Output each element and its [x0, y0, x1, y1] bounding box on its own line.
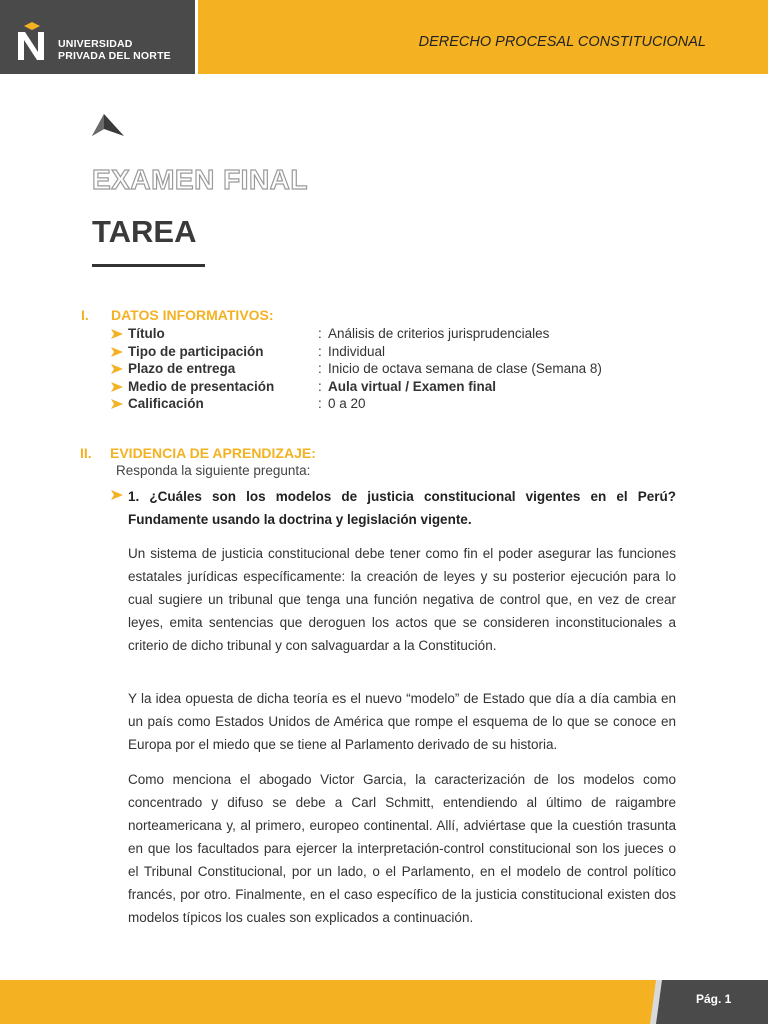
header-bar: [198, 0, 768, 74]
info-colon: :: [318, 361, 322, 376]
arrow-bullet-icon: [111, 329, 123, 339]
info-colon: :: [318, 344, 322, 359]
university-logo: [0, 0, 195, 74]
section-2-number: II.: [80, 445, 92, 461]
upn-logo-icon: [16, 20, 48, 62]
page-footer: [0, 980, 768, 1024]
arrow-bullet-icon: [111, 347, 123, 357]
info-colon: :: [318, 379, 322, 394]
title-underline: [92, 264, 205, 267]
info-value: Análisis de criterios jurisprudenciales: [328, 326, 550, 341]
info-value: Individual: [328, 344, 386, 359]
info-colon: :: [318, 396, 322, 411]
info-key: Calificación: [128, 396, 204, 411]
arrow-bullet-icon: [111, 490, 123, 500]
logo-line-1: UNIVERSIDAD: [58, 38, 133, 50]
answer-paragraph: Un sistema de justicia constitucional debe tener como fin el poder asegurar las funciones estatales jurídicas específicamente: la creación de leyes y su posterior ejecución para lo cual sugiere un tribunal que tenga una función negativa de control que, en vez de crear leyes, emita sentencias que deroguen los actos que se consideren inconstitucionales a criterio de dicho tribunal y con salvaguardar a la Constitución.: [128, 546, 676, 653]
info-value: 0 a 20: [328, 396, 366, 411]
arrow-bullet-icon: [111, 364, 123, 374]
arrow-bullet-icon: [111, 399, 123, 409]
section-1-label: DATOS INFORMATIVOS:: [111, 307, 274, 323]
info-key: Plazo de entrega: [128, 361, 236, 376]
question-text: 1. ¿Cuáles son los modelos de justicia constitucional vigentes en el Perú? Fundamente usando la doctrina y legislación vigente.: [128, 489, 676, 527]
exam-title: EXAMEN FINAL: [92, 164, 308, 195]
section-2-label: EVIDENCIA DE APRENDIZAJE:: [110, 445, 316, 461]
answer-paragraph: Y la idea opuesta de dicha teoría es el nuevo “modelo” de Estado que día a día cambia en un país como Estados Unidos de América que rompe el esquema de lo que se conoce en Europa por el miedo que se tiene al Parlamento derivado de su historia.: [128, 691, 676, 752]
logo-line-2: PRIVADA DEL NORTE: [58, 50, 171, 62]
arrow-bullet-icon: [111, 382, 123, 392]
course-title: DERECHO PROCESAL CONSTITUCIONAL: [418, 34, 706, 50]
info-value: Aula virtual / Examen final: [328, 379, 497, 394]
info-key: Tipo de participación: [128, 344, 264, 359]
footer-bar: [0, 980, 656, 1024]
instruction-prompt: Responda la siguiente pregunta:: [116, 463, 311, 478]
info-key: Medio de presentación: [128, 379, 275, 394]
info-colon: :: [318, 326, 322, 341]
section-1-number: I.: [81, 307, 89, 323]
info-key: Título: [128, 326, 165, 341]
answer-paragraph: Como menciona el abogado Victor Garcia, la caracterización de los modelos como concentrado y difuso se debe a Carl Schmitt, entendiendo al último de raigambre norteamericana y, al primero, europeo continental. Allí, adviértase que la cuestión trasunta en que los facultados para ejercer la interpretación-control constitucional son los jueces o el Tribunal Constitucional, por un lado, o el Parlamento, en el modelo de control político francés, por otro. Finalmente, en el caso específico de la justicia constitucional existen dos modelos típicos los cuales son explicados a continuación.: [128, 772, 676, 925]
arrow-icon: [90, 112, 126, 140]
page-header: [0, 0, 768, 74]
page-number: Pág. 1: [696, 992, 732, 1006]
info-value: Inicio de octava semana de clase (Semana 8): [328, 361, 602, 376]
task-title: TAREA: [92, 214, 197, 249]
